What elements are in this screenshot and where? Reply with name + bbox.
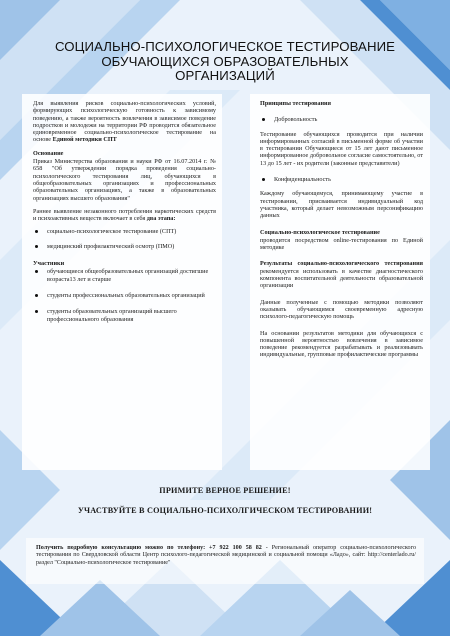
intro-text: Для выявления рисков социально-психологических условий, формирующих психологическую готовность к зависимому поведению, а также вероятность вовлечения в зависимое поведение подростков и молодежи на территории РФ проводится обязательное единовременное социально-психологическое тестирование на основе [33,100,216,144]
voluntary-text: Тестирование обучающихся проводится при наличии информированных согласий в письменной форме об участии в тестировании Обучающиеся от 15 лет дают письменное информированное добровольное согласие самостоятельно, от 13 до 15 лет - их родители (законные представители) [260,130,423,167]
bullet-icon [262,118,265,121]
participant-text: студенты профессиональных образовательных организаций [47,291,205,299]
early-detection-paragraph [33,208,216,223]
voluntary-label: Добровольность [274,116,318,124]
title-line-3: ОРГАНИЗАЦИЙ [175,68,275,83]
title-line-1: СОЦИАЛЬНО-ПСИХОЛОГИЧЕСКОЕ ТЕСТИРОВАНИЕ [54,39,396,54]
basis-results-text: На основании результатов методики для обучающихся с повышенной вероятностью вовлечения в зависимое поведение рекомендуется разрабатывать и реализовывать индивидуальные, групповые профилактические программы [260,329,423,359]
list-item [260,176,423,183]
list-item [33,228,216,235]
cta-line-2: УЧАСТВУЙТЕ В СОЦИАЛЬНО-ПСИХОЛГИЧЕСКОМ ТЕСТИРОВАНИИ! [77,506,373,515]
stage-text: социально-психологическое тестирование (СПТ) [47,228,177,236]
method-heading: Социально-психологическое тестирование [260,228,380,236]
page-title [40,40,410,84]
principles-heading: Принципы тестирования [260,100,331,107]
left-column [33,100,216,332]
bullet-icon [35,310,38,313]
footer-phone: Получить подробную консультацию можно по телефону: +7 922 100 58 82 [36,545,262,551]
list-item [33,268,216,283]
basis-heading: Основание [33,149,64,157]
confidential-text: Каждому обучающемуся, принимающему участие в тестировании, присваивается индивидуальный код участника, который делает невозможным персонификацию данных [260,190,423,220]
footer-text: - Региональный оператор социально-психологического тестирования по Свердловской области Центр психолого-педагогической медицинской и социальной помощи «Ладо», сайт: http://centerlado.ru/ раздел "Социально-психологическое тестирование" [36,545,416,566]
bullet-icon [35,230,38,233]
title-line-2: ОБУЧАЮЩИХСЯ ОБРАЗОВАТЕЛЬНЫХ [101,53,349,69]
results-paragraph [260,260,423,289]
results-bold: Результаты социально-психологического тестирования [260,260,423,268]
intro-bold: Единой методики СПТ [52,136,117,144]
confidential-label: Конфиденциальность [274,176,331,184]
method-text: проводится посредством online-тестирования по Единой методике [260,236,423,252]
stage-text: медицинский профилактический осмотр (ПМО) [47,242,175,250]
early-bold: два этапа: [146,215,176,223]
participant-text: студенты образовательных организаций высшего профессионального образования [47,308,177,323]
cta-line-1: ПРИМИТЕ ВЕРНОЕ РЕШЕНИЕ! [159,486,291,495]
list-item [33,243,216,250]
list-item [33,292,216,299]
data-text: Данные полученные с помощью методики позволяют оказывать обучающимся своевременную адресную психолого-педагогическую помощь [260,298,423,321]
participant-text: обучающиеся общеобразовательных организаций достигшие возраста13 лет и старше [47,268,209,283]
bullet-icon [262,178,265,181]
basis-text: Приказ Министерства образования и науки РФ от 16.07.2014 г. № 658 "Об утверждении порядка проведения социально-психологического тестирования лиц, обучающихся в общеобразовательных организациях и профессиональных образовательных организациях, а также в образовательных организациях высшего образования" [33,158,216,202]
results-text: рекомендуется использовать в качестве диагностического компонента воспитательной деятельности образовательной организации [260,267,423,290]
early-text: Раннее выявление незаконного потребления наркотических средств и психоактивных веществ включает в себя [33,207,216,223]
bullet-icon [35,270,38,273]
participants-heading: Участники [33,260,65,268]
footer-contact [36,545,416,567]
list-item [33,308,216,323]
intro-paragraph [33,100,216,144]
bullet-icon [35,294,38,297]
list-item [260,116,423,123]
bullet-icon [35,245,38,248]
right-column [260,100,423,365]
